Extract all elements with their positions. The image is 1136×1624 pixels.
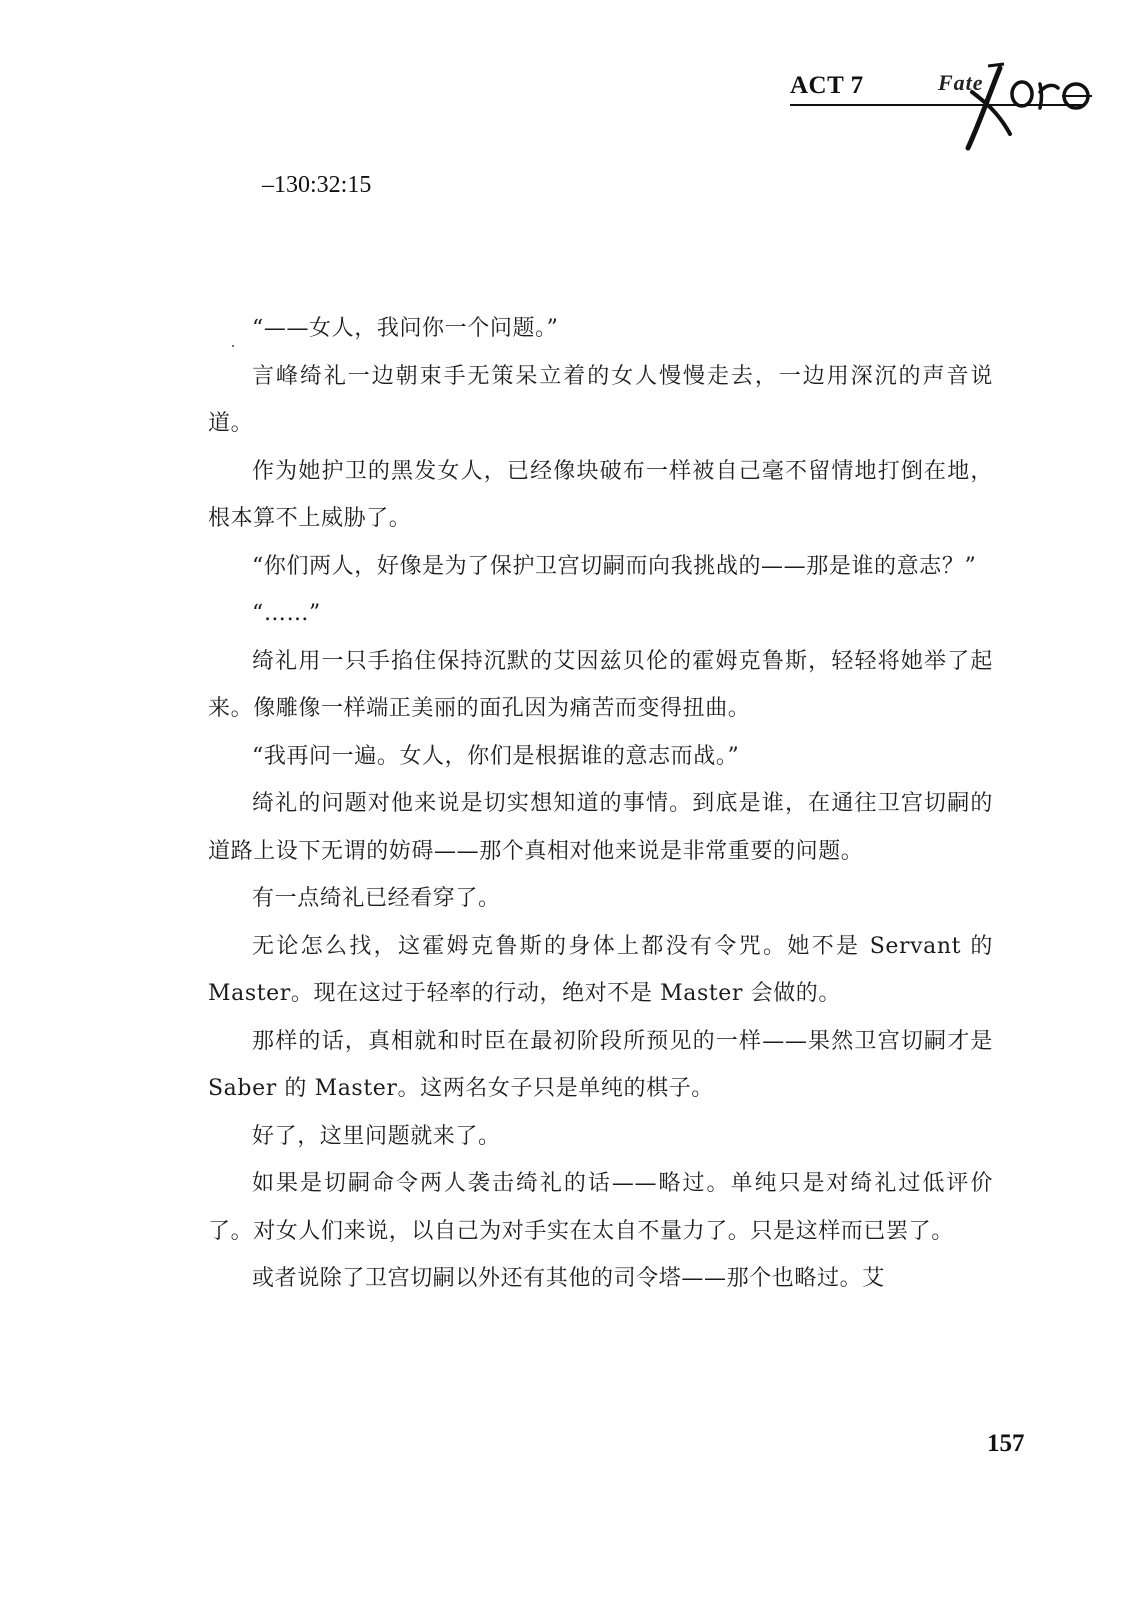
timestamp: –130:32:15 xyxy=(262,172,372,198)
act-label: ACT 7 xyxy=(790,72,864,99)
paragraph: “我再问一遍。女人，你们是根据谁的意志而战。” xyxy=(252,743,740,769)
paragraph: 言峰绮礼一边朝束手无策呆立着的女人慢慢走去，一边用深沉的声音说道。 xyxy=(208,363,993,436)
body-text xyxy=(208,305,993,1303)
paragraph: 有一点绮礼已经看穿了。 xyxy=(252,886,501,911)
paragraph: “——女人，我问你一个问题。” xyxy=(252,316,559,341)
paragraph: “你们两人，好像是为了保护卫宫切嗣而向我挑战的——那是谁的意志？” xyxy=(252,553,977,579)
paragraph: 或者说除了卫宫切嗣以外还有其他的司令塔——那个也略过。艾 xyxy=(252,1266,885,1291)
logo-word: Fate xyxy=(938,70,984,95)
running-header xyxy=(790,62,1120,152)
paragraph: 作为她护卫的黑发女人，已经像块破布一样被自己毫不留情地打倒在地，根本算不上威胁了。 xyxy=(208,458,993,531)
paragraph: 绮礼的问题对他来说是切实想知道的事情。到底是谁，在通往卫宫切嗣的道路上设下无谓的妨碍——那个真相对他来说是非常重要的问题。 xyxy=(208,791,993,864)
paragraph: 如果是切嗣命令两人袭击绮礼的话——略过。单纯只是对绮礼过低评价了。对女人们来说，以自己为对手实在太自不量力了。只是这样而已罢了。 xyxy=(208,1171,993,1244)
paragraph: 绮礼用一只手掐住保持沉默的艾因兹贝伦的霍姆克鲁斯，轻轻将她举了起来。像雕像一样端正美丽的面孔因为痛苦而变得扭曲。 xyxy=(208,648,993,721)
paragraph: 那样的话，真相就和时臣在最初阶段所预见的一样——果然卫宫切嗣才是 Saber 的 Master。这两名女子只是单纯的棋子。 xyxy=(208,1028,993,1101)
page-number: 157 xyxy=(987,1430,1025,1457)
fate-zero-logo-graphic xyxy=(930,62,1105,152)
paragraph: 无论怎么找，这霍姆克鲁斯的身体上都没有令咒。她不是 Servant 的 Master。现在这过于轻率的行动，绝对不是 Master 会做的。 xyxy=(208,933,993,1006)
paragraph: 好了，这里问题就来了。 xyxy=(252,1123,501,1149)
paragraph: “……” xyxy=(252,601,321,626)
fate-zero-logo xyxy=(930,62,1105,152)
